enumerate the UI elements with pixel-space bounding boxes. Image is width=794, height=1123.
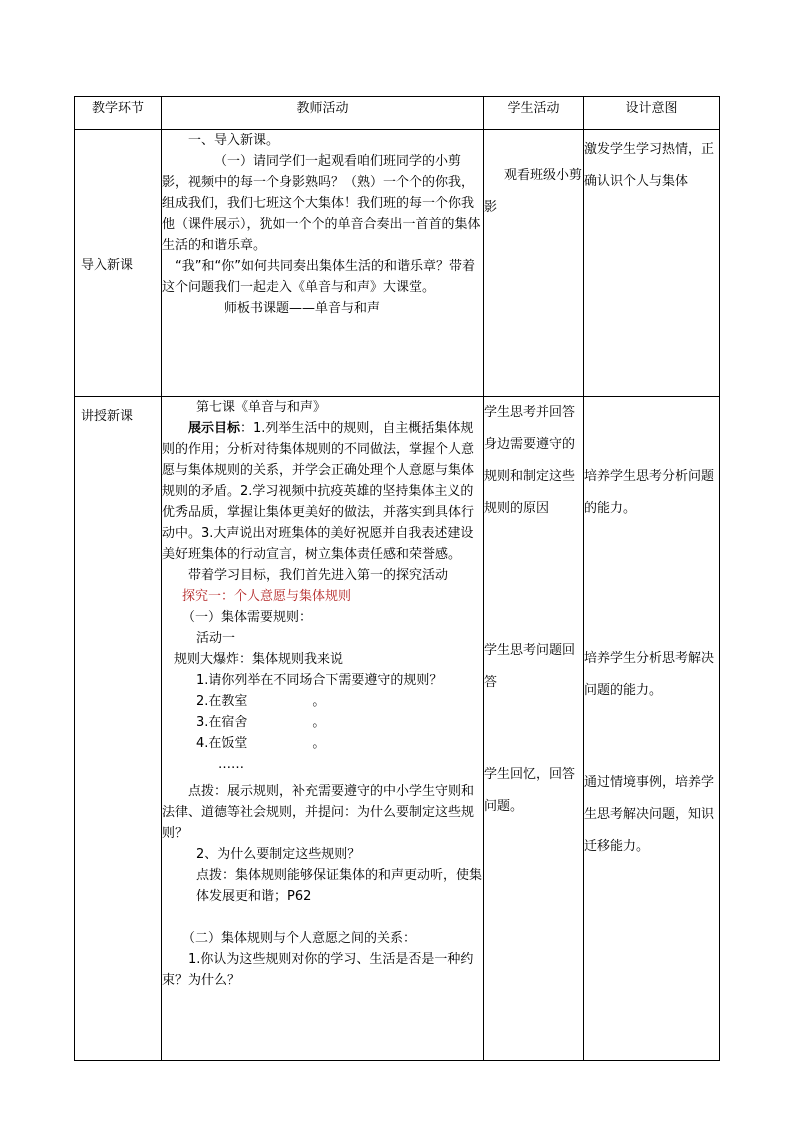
stage-intro: 导入新课: [75, 130, 162, 397]
header-design-intent: 设计意图: [584, 97, 720, 130]
activity-title: 规则大爆炸：集体规则我来说: [174, 652, 344, 667]
question-item: 4.在饭堂 。: [196, 736, 326, 751]
header-student-activity: 学生活动: [484, 97, 584, 130]
explore-heading: 探究一：个人意愿与集体规则: [182, 589, 352, 604]
intent-text: 通过情境事例，培养学生思考解决问题，知识迁移能力。: [584, 775, 715, 854]
tip-paragraph: 点拨：展示规则，补充需要遵守的中小学生守则和法律、道德等社会规则，并提问：为什么要制定这些规则？: [162, 784, 475, 841]
student-text: 学生回忆，回答问题。: [484, 767, 576, 814]
section-heading: （一）集体需要规则：: [182, 610, 313, 625]
header-stage: 教学环节: [75, 97, 162, 130]
design-intent-intro: 激发学生学习热情，正确认识个人与集体: [584, 130, 720, 397]
table-row-new-lesson: [75, 397, 720, 1061]
question-item: 3.在宿舍 。: [196, 715, 326, 730]
design-intent-new-lesson: [584, 397, 720, 1061]
teacher-line: 带着学习目标，我们首先进入第一的探究活动: [188, 568, 449, 583]
teacher-line: 一、导入新课。: [188, 133, 280, 148]
student-text: 学生思考并回答身边需要遵守的规则和制定这些规则的原因: [484, 405, 576, 516]
question: 1.你认为这些规则对你的学习、生活是否是一种约束？为什么？: [162, 952, 474, 988]
stage-new-lesson: 讲授新课: [75, 397, 162, 1061]
question: 2、为什么要制定这些规则？: [196, 847, 361, 862]
teacher-activity-new-lesson: [162, 397, 484, 1061]
lesson-title: 第七课《单音与和声》: [196, 400, 327, 415]
question: 1.请你列举在不同场合下需要遵守的规则？: [196, 673, 443, 688]
teacher-activity-intro: [162, 130, 484, 397]
goal-paragraph: [162, 418, 483, 565]
lesson-plan-table: [74, 96, 720, 1061]
tip-paragraph: 点拨：集体规则能够保证集体的和声更动听，使集体发展更和谐；P62: [196, 868, 483, 904]
section-heading: （二）集体规则与个人意愿之间的关系：: [182, 931, 417, 946]
activity-label: 活动一: [196, 631, 236, 646]
intent-text: 培养学生分析思考解决问题的能力。: [584, 651, 715, 698]
teacher-line: “我”和“你”如何共同奏出集体生活的和谐乐章？带着这个问题我们一起走入《单音与和声》大课堂。: [162, 259, 475, 295]
student-text: 学生思考问题回答: [484, 643, 576, 690]
teacher-line: 师板书课题——单音与和声: [224, 301, 381, 316]
goal-label: 展示目标: [188, 421, 241, 436]
question-item: 2.在教室 。: [196, 694, 326, 709]
student-activity-intro: [484, 130, 584, 397]
table-row-intro: [75, 130, 720, 397]
table-header-row: [75, 97, 720, 130]
ellipsis: ……: [218, 757, 244, 772]
student-activity-new-lesson: [484, 397, 584, 1061]
intent-text: 培养学生思考分析问题的能力。: [584, 469, 715, 516]
teacher-line: （一）请同学们一起观看咱们班同学的小剪影，视频中的每一个身影熟吗？（熟）一个个的你我，组成我们，我们七班这个大集体！我们班的每一个你我他（课件展示），犹如一个个的单音合奏出一首首的集体生活的和谐乐章。: [162, 154, 481, 253]
goal-text: ：1.列举生活中的规则，自主概括集体规则的作用；分析对待集体规则的不同做法，掌握个人意愿与集体规则的关系，并学会正确处理个人意愿与集体规则的矛盾。2.学习视频中抗疫英雄的坚持集体主义的优秀品质，掌握让集体更美好的做法，并落实到具体行动中。3.大声说出对班集体的美好祝愿并自我表述建设美好班集体的行动宣言，树立集体责任感和荣誉感。: [162, 421, 475, 562]
header-teacher-activity: 教师活动: [162, 97, 484, 130]
student-text: 观看班级小剪影: [484, 168, 583, 215]
